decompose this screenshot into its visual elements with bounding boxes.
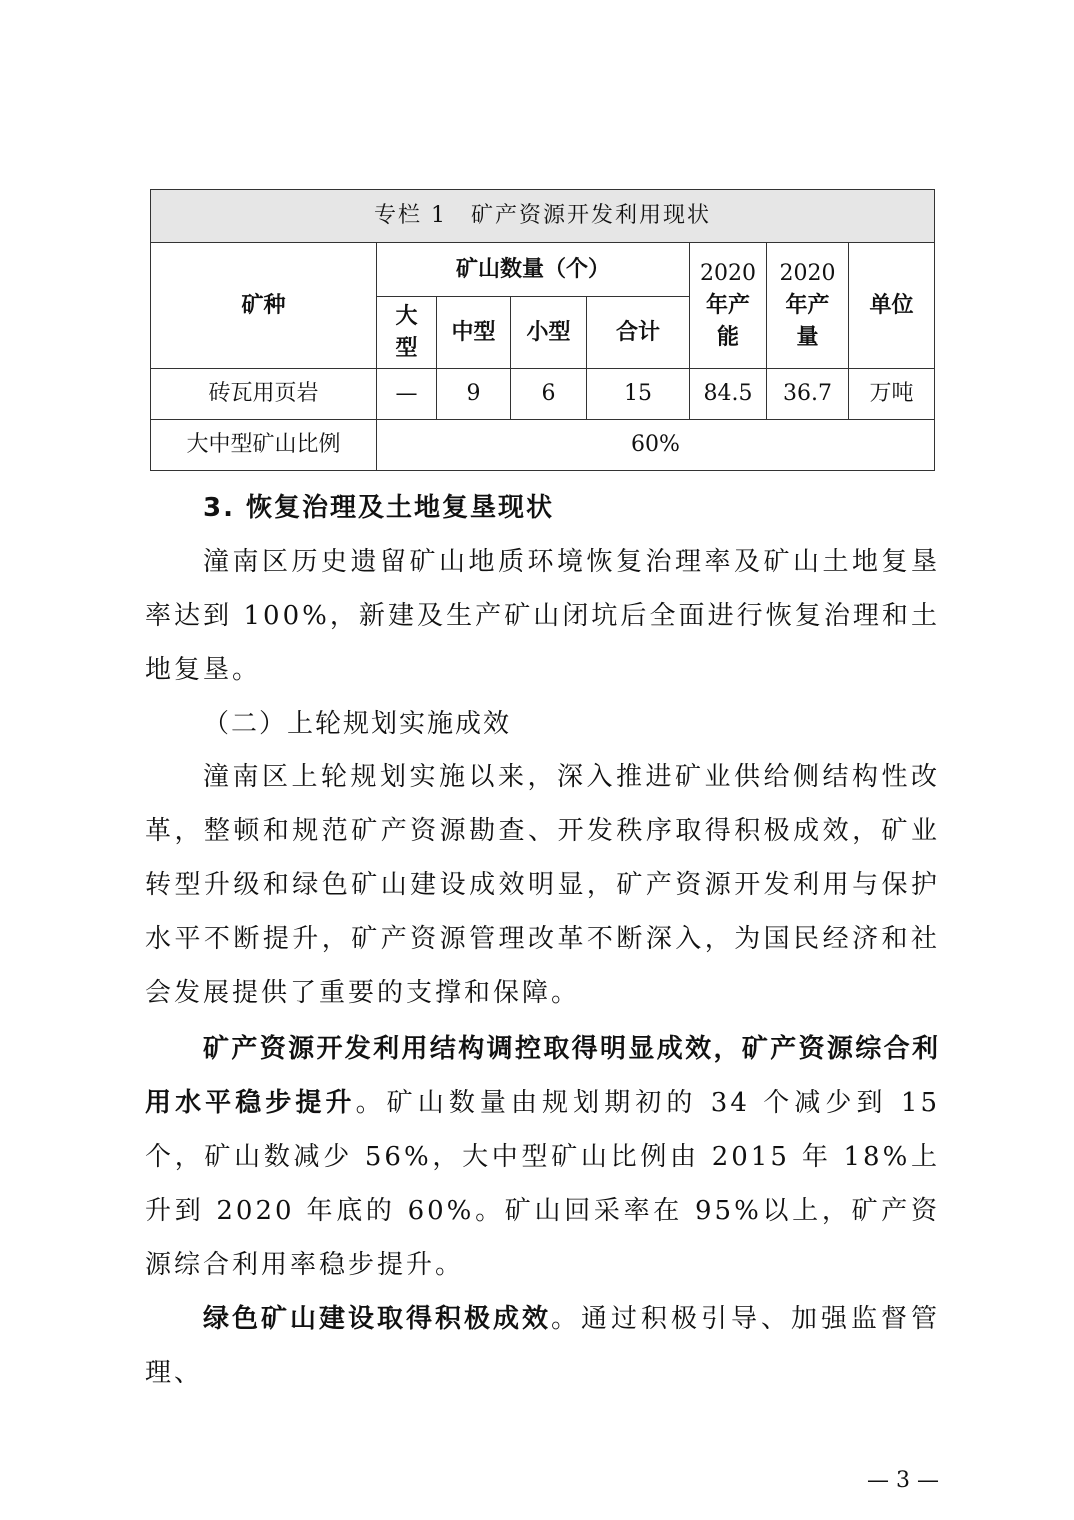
- status-table-container: [150, 189, 934, 471]
- paragraph-structure-bold: 矿产资源开发利用结构调控取得明显成效，矿产资源综合利用水平稳步提升: [145, 1034, 940, 1118]
- cell-mineral: 砖瓦用页岩: [151, 369, 377, 420]
- paragraph-green-mine: [145, 1292, 940, 1400]
- header-capacity-label: 年产能: [705, 292, 750, 350]
- section2-heading: （二）上轮规划实施成效: [203, 709, 512, 739]
- cell-medium: 9: [437, 369, 511, 420]
- cell-small: 6: [511, 369, 587, 420]
- header-mineral: 矿种: [151, 243, 377, 369]
- paragraph-structure-rest: 。矿山数量由规划期初的 34 个减少到 15 个，矿山数减少 56%，大中型矿山比例由 2015 年 18%上升到 2020 年底的 60%。矿山回采率在 95%以上，矿产资源综合利用率稳步提升。: [145, 1088, 940, 1280]
- cell-ratio-value: 60%: [377, 420, 935, 471]
- header-output-year: 2020: [779, 260, 836, 286]
- header-output: [767, 243, 849, 369]
- page-number: — 3 —: [867, 1468, 939, 1493]
- header-capacity-year: 2020: [700, 260, 756, 286]
- mineral-status-table: [150, 189, 935, 471]
- section2-paragraph: 潼南区上轮规划实施以来，深入推进矿业供给侧结构性改革，整顿和规范矿产资源勘查、开发秩序取得积极成效，矿业转型升级和绿色矿山建设成效明显，矿产资源开发利用与保护水平不断提升，矿产资源管理改革不断深入，为国民经济和社会发展提供了重要的支撑和保障。: [145, 762, 940, 1008]
- paragraph-structure: [145, 1022, 940, 1292]
- section3-paragraph: 潼南区历史遗留矿山地质环境恢复治理率及矿山土地复垦率达到 100%，新建及生产矿山闭坑后全面进行恢复治理和土地复垦。: [145, 547, 940, 685]
- cell-ratio-label: 大中型矿山比例: [151, 420, 377, 471]
- paragraph-green-mine-rest: 。通过积极引导、加强监督管理、: [145, 1304, 940, 1388]
- cell-capacity: 84.5: [690, 369, 767, 420]
- cell-large: —: [377, 369, 437, 420]
- table-row: [151, 420, 935, 471]
- header-mine-count: 矿山数量（个）: [377, 243, 690, 297]
- section3-heading: 3. 恢复治理及土地复垦现状: [203, 493, 555, 523]
- header-unit: 单位: [849, 243, 935, 369]
- cell-output: 36.7: [767, 369, 849, 420]
- paragraph-green-mine-bold: 绿色矿山建设取得积极成效: [203, 1304, 551, 1334]
- cell-unit: 万吨: [849, 369, 935, 420]
- table-caption: 专栏 1 矿产资源开发利用现状: [151, 190, 935, 243]
- header-medium: 中型: [437, 297, 511, 369]
- header-small: 小型: [511, 297, 587, 369]
- header-output-label: 年产量: [785, 292, 830, 350]
- header-capacity: [690, 243, 767, 369]
- header-large: 大型: [377, 297, 437, 369]
- header-total: 合计: [587, 297, 690, 369]
- table-row: [151, 369, 935, 420]
- cell-total: 15: [587, 369, 690, 420]
